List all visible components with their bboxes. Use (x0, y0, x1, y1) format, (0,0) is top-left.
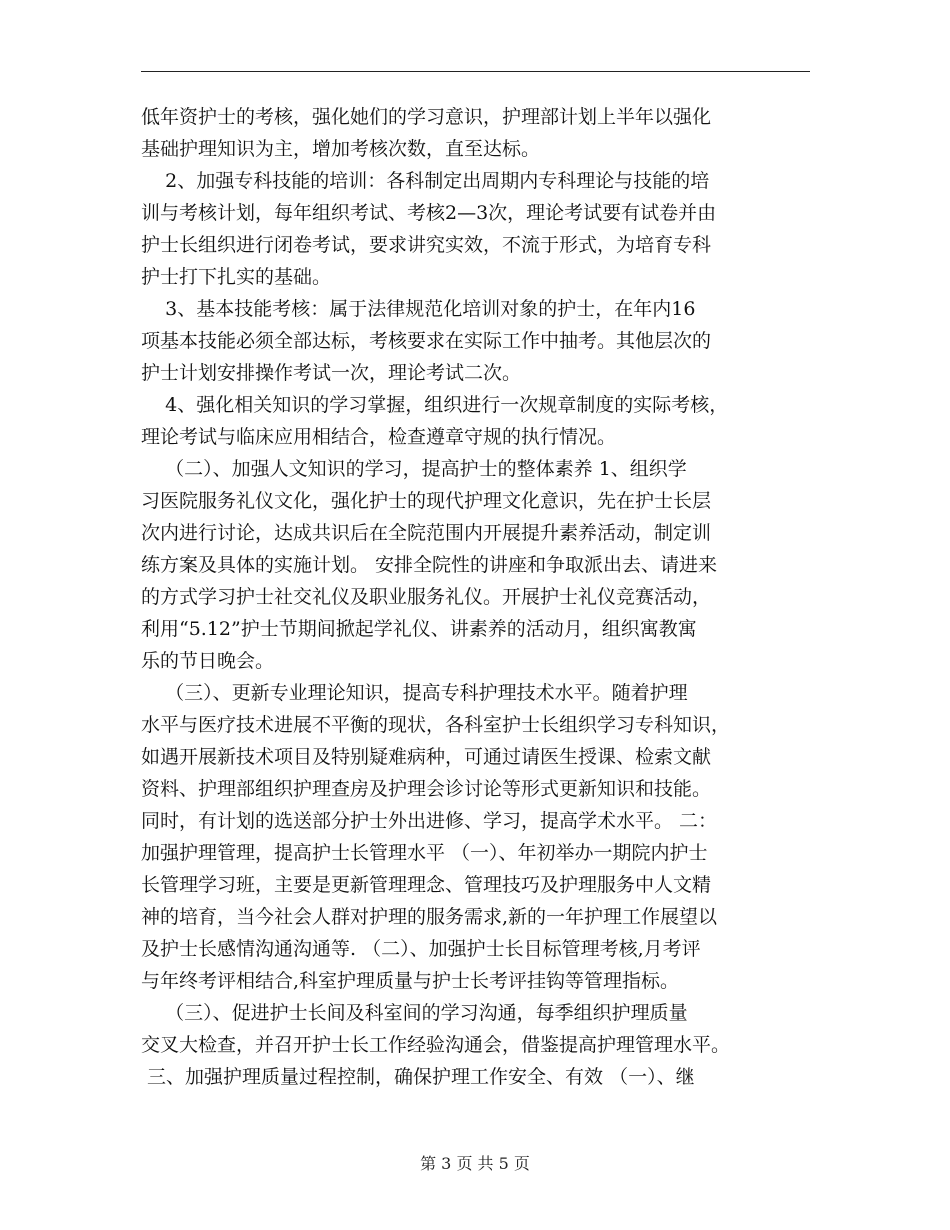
header-rule (141, 71, 810, 72)
text-line: （二）、加强人文知识的学习，提高护士的整体素养 1、组织学 (141, 458, 687, 480)
text-line: 2、加强专科技能的培训：各科制定出周期内专科理论与技能的培 (141, 170, 710, 192)
text-line: 与年终考评相结合,科室护理质量与护士长考评挂钩等管理指标。 (141, 970, 680, 992)
text-line: 练方案及具体的实施计划。 安排全院性的讲座和争取派出去、请进来 (141, 554, 718, 576)
text-line: 3、基本技能考核：属于法律规范化培训对象的护士，在年内16 (141, 298, 696, 320)
text-line: 4、强化相关知识的学习掌握，组织进行一次规章制度的实际考核， (141, 394, 729, 416)
text-line: 同时，有计划的选送部分护士外出进修、学习，提高学术水平。 二： (141, 810, 718, 832)
text-line: 项基本技能必须全部达标，考核要求在实际工作中抽考。其他层次的 (141, 330, 712, 352)
text-line: （三）、促进护士长间及科室间的学习沟通，每季组织护理质量 (141, 1002, 688, 1024)
text-line: 交叉大检查，并召开护士长工作经验沟通会，借鉴提高护理管理水平。 (141, 1034, 731, 1056)
text-line: 加强护理管理，提高护士长管理水平 （一）、年初举办一期院内护士 (141, 842, 708, 864)
text-line: 理论考试与临床应用相结合，检查遵章守规的执行情况。 (141, 426, 617, 448)
text-line: （三）、更新专业理论知识，提高专科护理技术水平。随着护理 (141, 682, 688, 704)
text-line: 如遇开展新技术项目及特别疑难病种，可通过请医生授课、检索文献 (141, 746, 712, 768)
text-line: 训与考核计划，每年组织考试、考核2—3次，理论考试要有试卷并由 (141, 202, 717, 224)
text-line: 的方式学习护士社交礼仪及职业服务礼仪。开展护士礼仪竞赛活动， (141, 586, 712, 608)
text-line: 护士打下扎实的基础。 (141, 266, 332, 288)
text-line: 神的培育，当今社会人群对护理的服务需求,新的一年护理工作展望以 (141, 906, 718, 928)
text-line: 资料、护理部组织护理查房及护理会诊讨论等形式更新知识和技能。 (141, 778, 712, 800)
text-line: 低年资护士的考核，强化她们的学习意识，护理部计划上半年以强化 (141, 106, 712, 128)
text-line: 利用“5.12”护士节期间掀起学礼仪、讲素养的活动月，组织寓教寓 (141, 618, 697, 640)
text-line: 次内进行讨论，达成共识后在全院范围内开展提升素养活动，制定训 (141, 522, 712, 544)
text-line: 长管理学习班，主要是更新管理理念、管理技巧及护理服务中人文精 (141, 874, 712, 896)
page-footer: 第 3 页 共 5 页 (420, 1154, 530, 1173)
text-line: 护士长组织进行闭卷考试，要求讲究实效，不流于形式，为培育专科 (141, 234, 712, 256)
text-line: 护士计划安排操作考试一次，理论考试二次。 (141, 362, 522, 384)
text-line: 及护士长感情沟通沟通等. （二）、加强护士长目标管理考核,月考评 (141, 938, 701, 960)
text-line: 习医院服务礼仪文化，强化护士的现代护理文化意识，先在护士长层 (141, 490, 712, 512)
text-line: 三、加强护理质量过程控制，确保护理工作安全、有效 （一）、继 (141, 1066, 695, 1088)
text-line: 乐的节日晚会。 (141, 650, 275, 672)
text-line: 水平与医疗技术进展不平衡的现状，各科室护士长组织学习专科知识， (141, 714, 731, 736)
text-line: 基础护理知识为主，增加考核次数，直至达标。 (141, 138, 541, 160)
